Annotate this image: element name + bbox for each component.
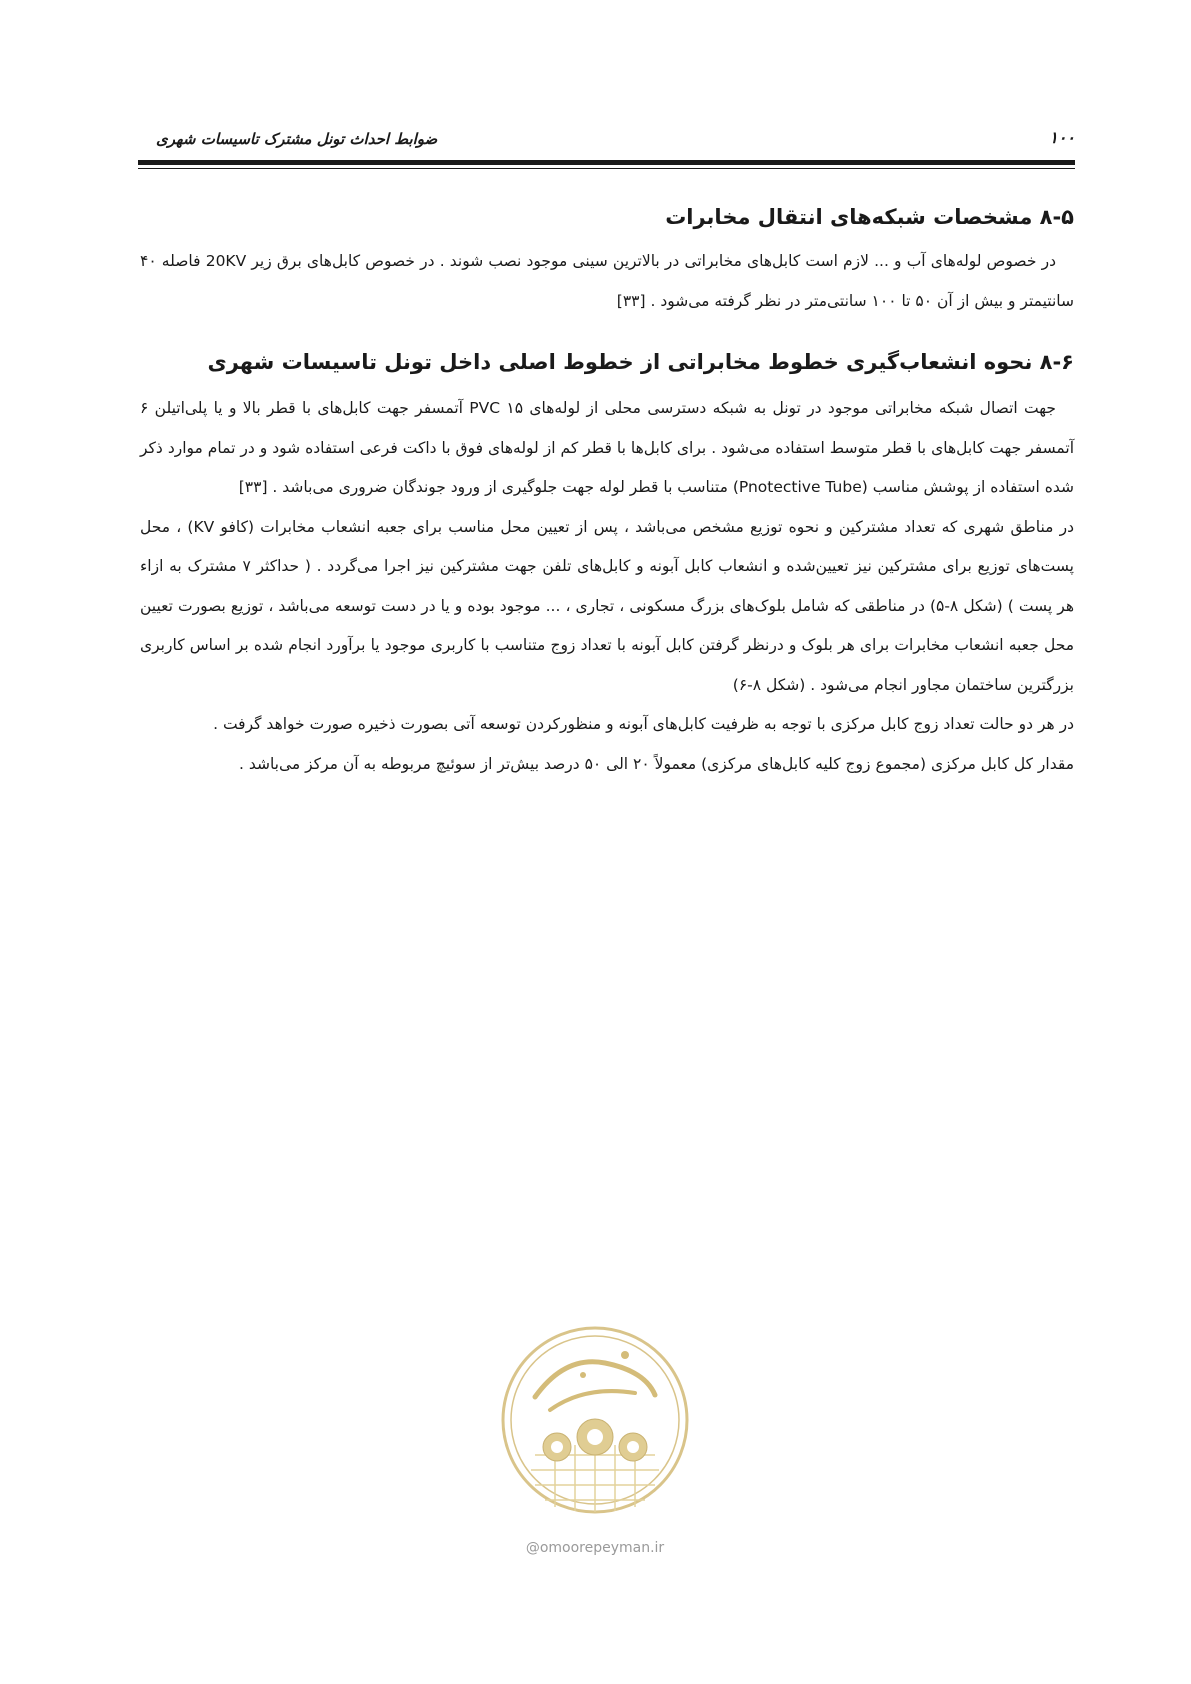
- paragraph-reserve-pairs: در هر دو حالت تعداد زوج کابل مرکزی با توجه به ظرفیت کابل‌های آبونه و منظورکردن توسعه آتی بصورت ذخیره صورت خواهد گرفت .: [213, 715, 1074, 733]
- paragraph-telecom-trays: در خصوص لوله‌های آب و ... لازم است کابل‌های مخابراتی در بالاترین سینی موجود نصب شوند . در خصوص کابل‌های برق زیر 20KV فاصله ۴۰ سانتیمتر و بیش از آن ۵۰ تا ۱۰۰ سانتی‌متر در نظر گرفته می‌شود . [۳۳]: [140, 252, 1074, 310]
- running-title: ضوابط احداث تونل مشترک تاسیسات شهری: [156, 130, 438, 148]
- page-body: [140, 196, 1074, 784]
- section-heading-8-6: ۸-۶ نحوه انشعاب‌گیری خطوط مخابراتی از خطوط اصلی داخل تونل تاسیسات شهری: [207, 350, 1074, 374]
- paragraph-distribution: در مناطق شهری که تعداد مشترکین و نحوه توزیع مشخص می‌باشد ، پس از تعیین محل مناسب برای جعبه انشعاب مخابرات (کافو KV) ، محل پست‌های توزیع برای مشترکین نیز تعیین‌شده و انشعاب کابل آبونه و کابل‌های تلفن جهت مشترکین نیز اجرا می‌گردد . ( حداکثر ۷ مشترک به ازاء هر پست ) (شکل ۸-۵) در مناطقی که شامل بلوک‌های بزرگ مسکونی ، تجاری ، ... موجود بوده و یا در دست توسعه می‌باشد ، توزیع بصورت تعیین محل جعبه انشعاب مخابرات برای هر بلوک و درنظر گرفتن کابل آبونه با تعداد زوج متناسب با کاربری موجود یا برآورد انجام شده بر اساس کاربری بزرگترین ساختمان مجاور انجام می‌شود . (شکل ۸-۶): [140, 517, 1074, 694]
- page-number: ۱۰۰: [1049, 128, 1075, 147]
- watermark-logo: [495, 1315, 695, 1575]
- watermark-seal-icon: [495, 1315, 695, 1535]
- watermark-url: @omoorepeyman.ir: [525, 1540, 665, 1556]
- header-rule: [138, 160, 1075, 165]
- page-header: [138, 128, 1075, 154]
- paragraph-central-cable: مقدار کل کابل مرکزی (مجموع زوج کلیه کابل‌های مرکزی) معمولاً ۲۰ الی ۵۰ درصد بیش‌تر از سوئیچ مربوطه به آن مرکز می‌باشد .: [238, 754, 1074, 773]
- section-heading-8-5: ۸-۵ مشخصات شبکه‌های انتقال مخابرات: [665, 205, 1074, 229]
- header-rule-thin: [138, 168, 1075, 169]
- paragraph-pvc-ducts: جهت اتصال شبکه مخابراتی موجود در تونل به شبکه دسترسی محلی از لوله‌های PVC ۱۵ آتمسفر جهت کابل‌های با قطر بالا و یا پلی‌اتیلن ۶ آتمسفر جهت کابل‌های با قطر متوسط استفاده می‌شود . برای کابل‌ها با قطر کم از لوله‌های فوق با داکت فرعی استفاده شود و در تمام موارد ذکر شده استفاده از پوشش مناسب (Pnotective Tube) متناسب با قطر لوله جهت جلوگیری از ورود جوندگان ضروری می‌باشد . [۳۳]: [140, 399, 1074, 496]
